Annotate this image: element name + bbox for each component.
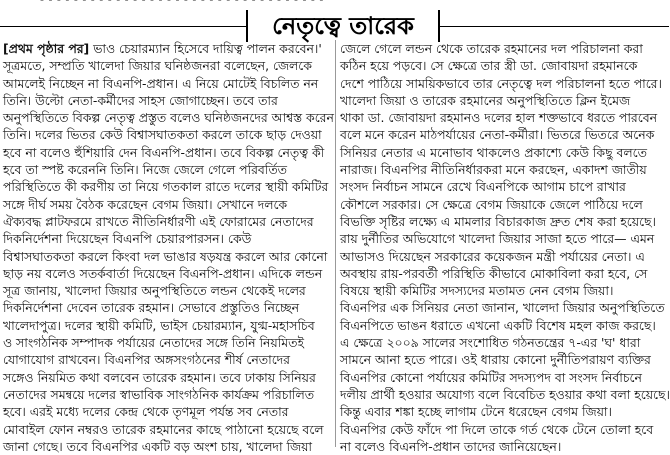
right-line: জেলে গেলে লন্ডন থেকে তারেক রহমানের দল পরিচালনা করা [340,41,643,56]
headline-rule-right [436,26,669,27]
column-divider [335,40,336,447]
left-line: ও সাংগঠনিক সম্পাদক পর্যায়ের নেতাদের সঙ্গে তিনি নিয়মিতই [3,335,304,351]
right-line: কিন্তু এবার শঙ্কা হচ্ছে লাগাম টেনে ধরেছেন বেগম জিয়া। [340,404,612,420]
right-line: অবস্থায় রায়-পরবর্তী পরিস্থিতি কীভাবে মোকাবিলা করা হবে, সে [340,265,648,281]
right-line: কৌশলে সরকার। সে ক্ষেত্রে বেগম জিয়াকে জেলে পাঠিয়ে দলে [340,196,643,212]
right-line: সামনে আনা হতে পারে। ওই ধারায় কোনো দুর্নীতিপরায়ণ ব্যক্তির [340,352,651,368]
right-line: বিএনপির কোনো পর্যায়ের কমিটির সদস্যপদ বা সংসদ নির্বাচনে [340,369,642,385]
right-line: বলে মনে করেন মাঠপর্যায়ের নেতা-কর্মীরা। ভিতরে ভিতরে অনেক [340,127,655,143]
headline-box [246,10,440,42]
right-line: আভাসও দিয়েছেন সরকারের কয়েকজন মন্ত্রী পর্যায়ের নেতা। এ [340,248,645,264]
left-line: সঙ্গেও নিয়মিত কথা বলবেন তারেক রহমান। তবে ঢাকায় সিনিয়র [3,369,316,385]
left-line: বিশ্বাসঘাতকতা করলে কিংবা দল ভাঙার ষড়যন্ত্র করলে আর কোনো [3,248,328,264]
right-line: না বলেও বিএনপি-প্রধান তাদের জানিয়েছেন। [340,438,562,454]
left-line: জানা গেছে। তবে বিএনপির একটি বড় অংশ চায়, খালেদা জিয়া [3,438,312,454]
right-line: বিএনপির এক সিনিয়র নেতা জানান, খালেদা জিয়ার অনুপস্থিতিতে [340,300,665,316]
left-line: ঐক্যবদ্ধ প্লাটফরমে রাখতে নীতিনির্ধারণী এই ফোরামের নেতাদের [3,213,314,229]
left-line: খালেদাপুত্র। দলের স্থায়ী কমিটি, ভাইস চেয়ারম্যান, যুগ্ম-মহাসচিব [3,317,315,333]
left-line: হবে না বলেও হুঁশিয়ারি দেন বিএনপি-প্রধান। তবে বিকল্প নেতৃত্ব কী [3,144,325,160]
right-line: বিভক্তি সৃষ্টির লক্ষ্যে এ মামলার বিচারকাজ দ্রুত শেষ করা হয়েছে। [340,213,656,229]
right-line: বিএনপিতে ভাঙন ধরাতে এখনো একটি বিশেষ মহল কাজ করছে। [340,317,656,333]
right-line: কঠিন হয়ে পড়বে। সে ক্ষেত্রে তার স্ত্রী ডা. জোবায়দা রহমানকে [340,58,638,74]
left-column [3,40,334,455]
top-strip-text [40,0,324,6]
continuation-tag: [প্রথম পৃষ্ঠার পর] [3,41,90,56]
left-line: হবে। এরই মধ্যে দলের কেন্দ্র থেকে তৃণমূল পর্যন্ত সব নেতার [3,404,289,420]
right-line: বিষয়ে স্থায়ী কমিটির সদস্যদের মতামত নেন বেগম জিয়া। [340,283,614,299]
left-line: মোবাইল ফোন নম্বরও তারেক রহমানের কাছে পাঠানো হয়েছে বলে [3,421,324,437]
right-line: খালেদা জিয়া ও তারেক রহমানের অনুপস্থিতিতে ক্লিন ইমেজ [340,92,631,108]
left-line: অনুপস্থিতিতে বিকল্প নেতৃত্ব প্রস্তুত বলেও ঘনিষ্ঠজনদের আশ্বস্ত করেন [3,110,334,126]
left-line: যোগাযোগ রাখবেন। বিএনপির অঙ্গসংগঠনের শীর্ষ নেতাদের [3,352,291,368]
top-strip [0,0,669,7]
headline-rule-left [0,26,246,27]
left-line: সূত্র জানায়, খালেদা জিয়ার অনুপস্থিতিতে লন্ডন থেকেই দলের [3,283,306,299]
right-line: বিএনপির কেউ ফাঁদে পা দিলে তাকে গর্ত থেকে টেনে তোলা হবে [340,421,654,437]
left-line: পরিস্থিতিতে কী করণীয় তা নিয়ে গতকাল রাতে দলের স্থায়ী কমিটির [3,179,329,195]
left-line: দিকনির্দেশনা দিয়েছেন বিএনপি চেয়ারপারসন। কেউ [3,231,252,247]
left-first-line [3,40,331,57]
right-line: সংসদ নির্বাচন সামনে রেখে বিএনপিকে আগাম চাপে রাখার [340,179,626,195]
right-line: দলীয় প্রার্থী হওয়ার অযোগ্য বলে বিবেচিত হওয়ার কথা বলা হয়েছে। [340,386,670,402]
right-line: দেশে পাঠিয়ে সাময়িকভাবে তার নেতৃত্বে দল পরিচালনা হতে পারে। [340,75,662,91]
left-line: নেতাদের সমন্বয়ে দলের স্বাভাবিক সাংগঠনিক কার্যক্রম পরিচালিত [3,386,314,402]
left-line: সঙ্গে দীর্ঘ সময় বৈঠক করেছেন বেগম জিয়া। সেখানে দলকে [3,196,288,212]
left-line: তিনি। দলের ভিতর কেউ বিশ্বাসঘাতকতা করলে তাকে ছাড় দেওয়া [3,127,322,143]
headline: নেতৃত্বে তারেক [272,12,414,40]
left-line: সূত্রমতে, সম্প্রতি খালেদা জিয়ার ঘনিষ্ঠজনরা বলেছেন, জেলকে [3,58,312,74]
left-line: আমলেই নিচ্ছেন না বিএনপি-প্রধান। এ নিয়ে মোটেই বিচলিত নন [3,75,319,91]
left-line: হবে তা স্পষ্ট করেননি তিনি। নিজে জেলে গেলে পরিবর্তিত [3,162,287,178]
left-first-line-text: ভাও চেয়ারম্যান হিসেবে দায়িত্ব পালন করবেন।' [89,41,322,56]
left-line: দিকনির্দেশনা দেবেন তারেক রহমান। সেভাবে প্রস্তুতিও নিচ্ছেন [3,300,299,316]
right-column [340,40,670,455]
right-line: সিনিয়র নেতার এ মনোভাব থাকলেও প্রকাশ্যে কেউ কিছু বলতে [340,144,647,160]
right-line: থাকা ডা. জোবায়দা রহমানও দলের হাল শক্তভাবে ধরতে পারবেন [340,110,658,126]
right-line: রায় দুর্নীতির অভিযোগে খালেদা জিয়ার সাজা হতে পারে— এমন [340,231,655,247]
right-line: এ ক্ষেত্রে ২০০৯ সালের সংশোধিত গঠনতন্ত্রের ৭-এর 'ঘ' ধারা [340,335,641,351]
right-line: নারাজ। বিএনপির নীতিনির্ধারকরা মনে করছেন, একাদশ জাতীয় [340,162,647,178]
left-line: তিনি। উল্টো নেতা-কর্মীদের সাহস জোগাচ্ছেন। তবে তার [3,92,278,108]
left-line: ছাড় নয় বলেও সতর্কবার্তা দিয়েছেন বিএনপি-প্রধান। এদিকে লন্ডন [3,265,323,281]
